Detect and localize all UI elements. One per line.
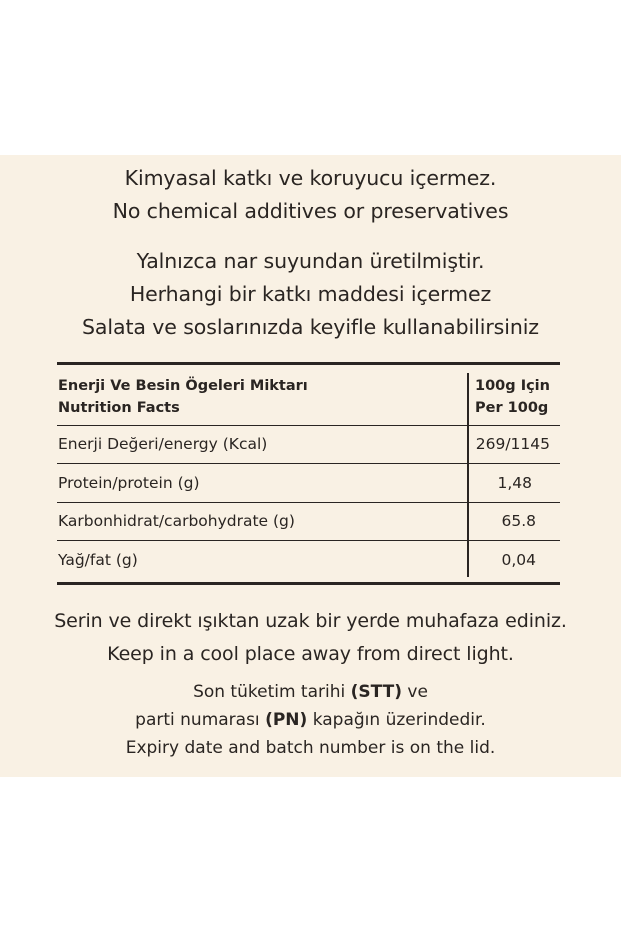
description-line-2: Herhangi bir katkı maddesi içermez (129, 282, 492, 306)
row-label: Karbonhidrat/carbohydrate (g) (58, 512, 295, 530)
header-left-tr: Enerji Ve Besin Ögeleri Miktarı (58, 378, 308, 394)
expiry-line-2 (0, 712, 621, 729)
row-label: Yağ/fat (g) (58, 551, 138, 569)
table-row (57, 465, 560, 503)
storage-tr-text: Serin ve direkt ışıktan uzak bir yerde muhafaza ediniz. (54, 610, 567, 632)
row-value: 269/1145 (475, 435, 550, 453)
table-row (57, 503, 560, 541)
description-line-3: Salata ve soslarınızda keyifle kullanabilirsiniz (82, 315, 539, 339)
expiry-line-1-c: ve (402, 682, 428, 702)
table-row (57, 426, 560, 464)
table-row (57, 541, 560, 579)
description-line-1: Yalnızca nar suyundan üretilmiştir. (136, 249, 485, 273)
row-value: 65.8 (501, 512, 536, 530)
row-value: 0,04 (501, 551, 536, 569)
header-right-en: Per 100g (475, 400, 549, 416)
row-value: 1,48 (497, 474, 532, 492)
stt-abbreviation: (STT) (350, 682, 402, 702)
storage-en-text: Keep in a cool place away from direct light. (107, 643, 514, 665)
expiry-line-1 (0, 684, 621, 701)
expiry-line-3: Expiry date and batch number is on the lid. (125, 738, 496, 758)
row-label: Protein/protein (g) (58, 474, 200, 492)
nutrition-table-header (57, 365, 560, 426)
expiry-line-1-a: Son tüketim tarihi (193, 682, 351, 702)
header-right-tr: 100g Için (475, 378, 550, 394)
row-label: Enerji Değeri/energy (Kcal) (58, 435, 268, 453)
nutrition-table (57, 362, 560, 585)
intro-tr-text: Kimyasal katkı ve koruyucu içermez. (124, 166, 497, 190)
pn-abbreviation: (PN) (265, 710, 308, 730)
expiry-line-2-a: parti numarası (135, 710, 266, 730)
expiry-line-2-c: kapağın üzerindedir. (307, 710, 486, 730)
header-left-en: Nutrition Facts (58, 400, 180, 416)
intro-en-text: No chemical additives or preservatives (112, 199, 509, 223)
